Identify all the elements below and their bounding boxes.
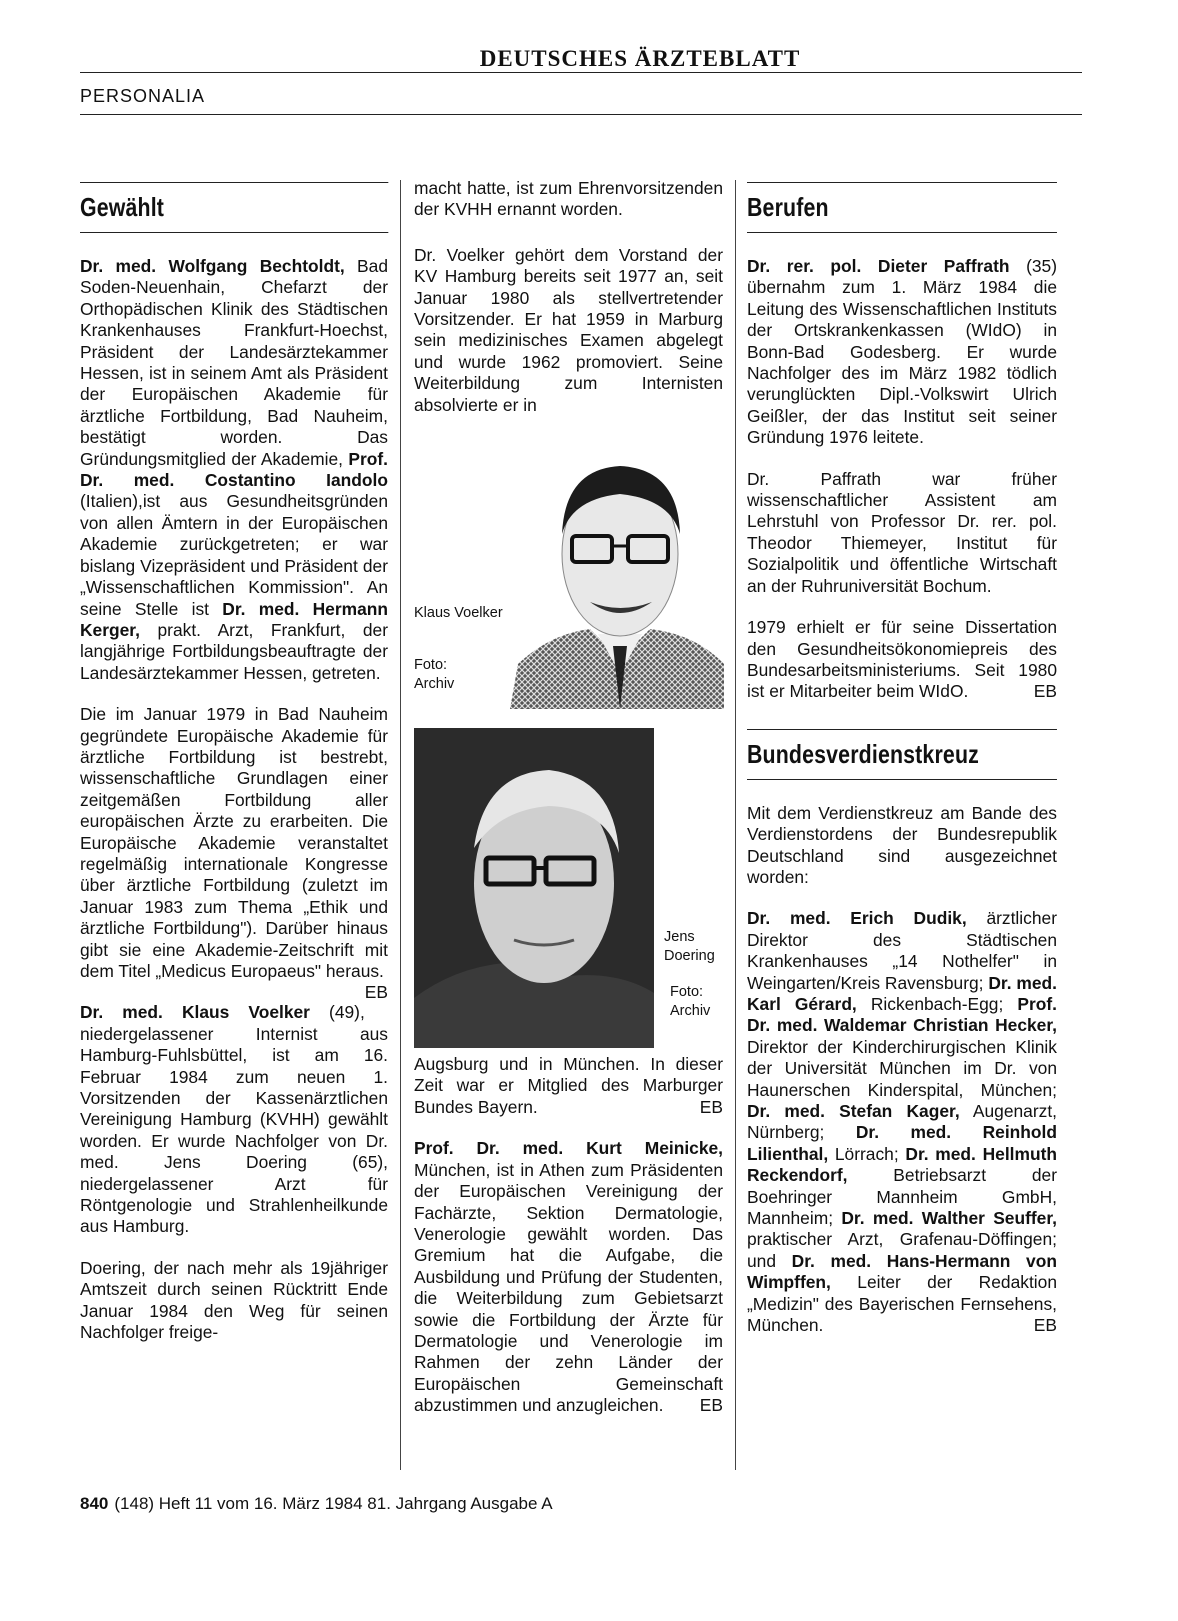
section-label: PERSONALIA (80, 86, 206, 106)
article-bechtoldt: Dr. med. Wolfgang Bechtoldt, Bad Soden-Neuenhain, Chefarzt der Orthopädischen Klinik des Städtischen Krankenhauses Frankfurt-Hoechst, Präsident der Landesärztekammer Hessen, ist in seinem Amt als Präsident der Europäischen Akademie für ärztliche Fortbildung, Bad Nauheim, bestätigt worden. Das Gründungsmitglied der Akademie, Prof. Dr. med. Costantino Iandolo (Italien),ist aus Gesundheitsgründen von allen Ämtern in der Europäischen Akademie zurückgetreten; er war bislang Vizepräsident und Präsident der „Wissenschaftlichen Kommission". An seine Stelle ist Dr. med. Hermann Kerger, prakt. Arzt, Frankfurt, der langjährige Fortbildungsbeauftragte der Landesärztekammer Hessen, getreten. (80, 256, 389, 683)
person-name: Dr. med. Stefan Kager, (747, 1101, 960, 1121)
section-rule (80, 114, 1082, 115)
person-name: Dr. med. Reinhold Lilienthal, (747, 1122, 1057, 1164)
person-name: Dr. med. Wolfgang Bechtoldt, (80, 256, 345, 276)
paragraph: macht hatte, ist zum Ehrenvorsitzenden der KVHH ernannt worden. (414, 178, 723, 220)
page-number: 840 (80, 1494, 109, 1513)
person-name: Dr. med. Hermann Kerger, (80, 598, 388, 640)
heading-gewaehlt: Gewählt (80, 182, 388, 233)
article-akademie: Die im Januar 1979 in Bad Nauheim gegründete Europäische Akademie für ärztliche Fortbildung ist bestrebt, wissenschaftliche Grundlagen einer zeitgemäßen Fortbildung aller europäischen Ärzte zu erarbeiten. Die Europäische Akademie veranstaltet regelmäßig internationale Kongresse über ärztliche Fortbildung (zuletzt im Januar 1983 zum Thema „Ethik und ärztliche Fortbildung"). Darüber hinaus gibt sie eine Akademie-Zeitschrift mit dem Titel „Medicus Europaeus" heraus. EB (80, 704, 388, 1003)
person-name: Dr. med. Walther Seuffer, (841, 1208, 1057, 1229)
article-paffrath: Dr. rer. pol. Dieter Paffrath (35) übernahm zum 1. März 1984 die Leitung des Wissenschaftlichen Instituts der Ortskrankenkassen (WIdO) in Bonn-Bad Godesberg. Er wurde Nachfolger des im März 1982 tödlich verunglückten Dipl.-Volkswirt Ulrich Geißler, der das Institut seit seiner Gründung 1976 leitete. (747, 256, 1058, 448)
person-name: Prof. Dr. med. Kurt Meinicke, (414, 1138, 723, 1159)
photo-caption-name: Klaus Voelker (414, 605, 503, 622)
author-sign: EB (1033, 681, 1057, 702)
author-sign: EB (699, 1096, 723, 1117)
portrait-photo-voelker (510, 424, 724, 709)
photo-voelker-block (414, 424, 723, 714)
photo-caption-credit: Foto: Archiv (670, 984, 711, 1020)
issue-info: (148) Heft 11 vom 16. März 1984 81. Jahrgang Ausgabe A (114, 1494, 553, 1513)
person-name: Prof. Dr. med. Waldemar Christian Hecker, (747, 993, 1057, 1036)
person-name: Dr. rer. pol. Dieter Paffrath (747, 256, 1010, 276)
photo-caption-name: Jens Doering (664, 929, 715, 965)
masthead-rule (80, 72, 1082, 73)
author-sign: EB (699, 1395, 723, 1416)
photo-doering-block (414, 724, 723, 1054)
person-name: Dr. med. Hellmuth Reckendorf, (747, 1143, 1057, 1186)
paragraph: Mit dem Verdienstkreuz am Bande des Verdienstordens der Bundesrepublik Deutschland sind ausgezeichnet worden: (747, 802, 1057, 887)
page-footer (80, 1494, 553, 1514)
heading-bundesverdienstkreuz: Bundesverdienstkreuz (747, 729, 1057, 780)
paragraph: 1979 erhielt er für seine Dissertation den Gesundheitsökonomiepreis des Bundesarbeitsministeriums. Seit 1980 ist er Mitarbeiter beim WIdO. EB (747, 617, 1057, 702)
column-2 (414, 178, 723, 1437)
article-voelker: Dr. med. Klaus Voelker (49), niedergelassener Internist aus Hamburg-Fuhlsbüttel, ist am 16. Februar 1984 zum neuen 1. Vorsitzenden der Kassenärztlichen Vereinigung Hamburg (KVHH) gewählt worden. Er wurde Nachfolger von Dr. med. Jens Doering (65), niedergelassener Arzt für Röntgenologie und Strahlenheilkunde aus Hamburg. (80, 1002, 388, 1237)
paragraph: Dr. Voelker gehört dem Vorstand der KV Hamburg bereits seit 1977 an, seit Januar 1980 als stellvertretender Vorsitzender. Er hat 1959 in Marburg sein medizinisches Examen abgelegt und wurde 1962 promoviert. Seine Weiterbildung zum Internisten absolvierte er in (414, 244, 723, 415)
paragraph: Augsburg und in München. In dieser Zeit war er Mitglied des Marburger Bundes Bayern. EB (414, 1054, 723, 1117)
person-name: Dr. med. Hans-Hermann von Wimpffen, (747, 1250, 1057, 1293)
author-sign: EB (1033, 1315, 1057, 1336)
paragraph: Dr. Paffrath war früher wissenschaftlicher Assistent am Lehrstuhl von Professor Dr. rer. pol. Theodor Thiemeyer, Institut für Sozialpolitik und öffentliche Wirtschaft an der Ruhruniversität Bochum. (747, 468, 1057, 596)
article-meinicke: Prof. Dr. med. Kurt Meinicke, München, ist in Athen zum Präsidenten der Europäischen Vereinigung der Fachärzte, Sektion Dermatologie, Venerologie gewählt worden. Das Gremium hat die Aufgabe, die Ausbildung und Prüfung der Studenten, die Weiterbildung zum Gebietsarzt sowie die Fortbildung der Ärzte für Dermatologie und Venerologie im Rahmen der zehn Länder der Europäischen Gemeinschaft abzustimmen und anzugleichen. EB (414, 1138, 723, 1416)
person-name: Dr. med. Erich Dudik, (747, 908, 967, 929)
person-name: Prof. Dr. med. Costantino Iandolo (80, 448, 388, 491)
masthead: DEUTSCHES ÄRZTEBLATT (479, 46, 801, 71)
column-divider (400, 180, 401, 1470)
person-name: Dr. med. Klaus Voelker (80, 1002, 310, 1023)
author-sign: EB (364, 982, 388, 1003)
photo-caption-credit: Foto: Archiv (414, 657, 455, 693)
article-doering: Doering, der nach mehr als 19jähriger Amtszeit durch seinen Rücktritt Ende Januar 1984 den Weg für seinen Nachfolger freige- (80, 1257, 388, 1343)
person-name: Dr. med. Karl Gérard, (747, 972, 1057, 1014)
heading-berufen: Berufen (747, 182, 1057, 233)
column-1 (80, 178, 388, 1364)
portrait-photo-doering (414, 728, 654, 1048)
column-divider (735, 180, 736, 1470)
column-3 (747, 178, 1057, 1356)
article-honorees: Dr. med. Erich Dudik, ärztlicher Direktor des Städtischen Krankenhauses „14 Nothelfer" in Weingarten/Kreis Ravensburg; Dr. med. Karl Gérard, Rickenbach-Egg; Prof. Dr. med. Waldemar Christian Hecker, Direktor der Kinderchirurgischen Klinik der Universität München im Dr. von Haunerschen Kinderspital, München; Dr. med. Stefan Kager, Augenarzt, Nürnberg; Dr. med. Reinhold Lilienthal, Lörrach; Dr. med. Hellmuth Reckendorf, Betriebsarzt der Boehringer Mannheim GmbH, Mannheim; Dr. med. Walther Seuffer, praktischer Arzt, Grafenau-Döffingen; und Dr. med. Hans-Hermann von Wimpffen, Leiter der Redaktion „Medizin" des Bayerischen Fernsehens, München. EB (747, 908, 1057, 1336)
